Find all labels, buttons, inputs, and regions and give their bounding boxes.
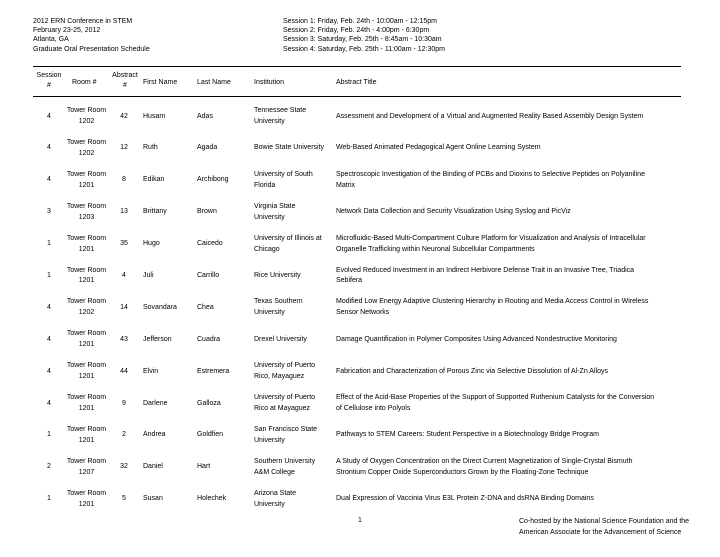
cell-institution-line: Tennessee State [254, 107, 307, 115]
cell-institution-line: A&M College [254, 468, 295, 476]
table-row [0, 133, 720, 165]
cell-institution-line: University of Puerto [254, 394, 316, 402]
cell-institution [254, 133, 333, 165]
session-4-time: Session 4: Saturday, Feb. 25th - 11:00am - 12:30pm [283, 45, 445, 53]
cell-institution [254, 484, 333, 516]
cell-abstract-title-line: Modified Low Energy Adaptive Clustering Hierarchy in Routing and Media Access Control in Wireless [336, 298, 649, 306]
session-1-time: Session 1: Friday, Feb. 24th - 10:00am - 12:15pm [283, 18, 437, 25]
cell-abstract-title-line: Pathways to STEM Careers: Student Perspective in a Biotechnology Bridge Program [336, 431, 600, 439]
cell-abstract-number: 8 [122, 176, 126, 184]
cell-room [58, 420, 115, 452]
column-header-abstract-line2: # [123, 81, 127, 89]
cell-room-line: Tower Room [66, 457, 107, 465]
conference-dates: February 23-25, 2012 [33, 27, 101, 35]
cell-room-line: 1201 [78, 373, 95, 381]
cell-institution-line: Chicago [254, 245, 280, 253]
cell-last-name: Goldfien [197, 431, 224, 439]
cell-room [58, 484, 115, 516]
cell-institution-line: University [254, 436, 285, 444]
cell-session: 4 [47, 367, 51, 375]
cell-abstract-title-line: Evolved Reduced Investment in an Indirect Herbivore Defense Trait in an Invasive Tree, Triadica [336, 266, 635, 274]
cell-session: 4 [47, 112, 51, 120]
cell-institution-line: University [254, 500, 285, 508]
page-number: 1 [358, 517, 362, 524]
header-rule-top [33, 66, 681, 67]
cell-institution-line: University [254, 117, 285, 125]
cell-last-name: Hart [197, 463, 211, 471]
table-row [0, 260, 720, 292]
cell-session: 1 [47, 495, 51, 503]
column-header-abstract-line1: Abstract [112, 72, 138, 79]
cell-abstract-number: 14 [120, 303, 128, 311]
cell-first-name: Edikan [143, 176, 165, 184]
table-row [0, 484, 720, 516]
table-row [0, 324, 720, 356]
cell-room [58, 388, 115, 420]
cohost-note [519, 517, 689, 538]
cell-institution [254, 292, 333, 324]
cell-abstract-title [336, 101, 686, 133]
cell-room-line: 1201 [78, 404, 95, 412]
cell-institution [254, 420, 333, 452]
cell-abstract-number: 35 [120, 240, 128, 248]
cell-abstract-number: 44 [120, 367, 128, 375]
cell-abstract-title [336, 420, 686, 452]
cell-abstract-title [336, 133, 686, 165]
cell-room [58, 356, 115, 388]
cell-institution-line: University [254, 309, 285, 317]
cell-abstract-title-line: of Cellulose into Polyols [336, 404, 411, 412]
cell-room-line: 1201 [78, 181, 95, 189]
cell-abstract-title-line: Network Data Collection and Security Visualization Using Syslog and PicViz [336, 208, 571, 216]
schedule-table [0, 101, 720, 516]
cell-institution-line: Drexel University [254, 335, 307, 343]
cell-first-name: Juli [143, 272, 154, 279]
cell-room [58, 165, 115, 197]
cell-first-name: Husam [143, 112, 166, 120]
cell-abstract-number: 13 [120, 208, 128, 216]
cell-institution-line: Arizona State [254, 489, 297, 497]
cell-institution-line: Rico at Mayaguez [254, 404, 311, 412]
cell-session: 1 [47, 431, 51, 439]
cell-last-name: Brown [197, 208, 217, 216]
conference-info [33, 17, 150, 54]
cell-abstract-title-line: Strontium Copper Oxide Superconductors Grown by the Floating-Zone Technique [336, 468, 589, 476]
cell-abstract-number: 32 [120, 463, 128, 471]
cell-room [58, 133, 115, 165]
cell-institution-line: San Francisco State [254, 426, 318, 434]
column-header-room: Room # [72, 79, 97, 86]
cell-last-name: Adas [197, 112, 213, 120]
cell-room-line: Tower Room [66, 489, 107, 497]
cell-room-line: Tower Room [66, 139, 107, 147]
cell-last-name: Chea [197, 303, 214, 311]
cohost-note-line1: Co-hosted by the National Science Foundation and the [519, 518, 690, 525]
cell-last-name: Estremera [197, 367, 230, 375]
table-row [0, 101, 720, 133]
cell-abstract-title [336, 229, 686, 261]
cell-room-line: Tower Room [66, 107, 107, 115]
column-header-abstract [106, 71, 144, 90]
cell-last-name: Holechek [197, 495, 227, 503]
cell-abstract-title-line: Sensor Networks [336, 309, 390, 317]
cell-last-name: Caicedo [197, 240, 223, 248]
conference-location: Atlanta, GA [33, 36, 69, 44]
cell-room-line: Tower Room [66, 330, 107, 338]
cell-abstract-title-line: Matrix [336, 181, 356, 189]
cell-institution-line: Bowie State University [254, 144, 325, 152]
cell-abstract-title-line: Organelle Trafficking within Neuronal Subcellular Compartments [336, 245, 535, 253]
cell-session: 1 [47, 272, 51, 279]
cell-room-line: 1202 [78, 117, 95, 125]
table-row [0, 388, 720, 420]
table-row [0, 452, 720, 484]
column-header-first-name: First Name [143, 79, 178, 86]
cell-abstract-title [336, 356, 686, 388]
cell-room [58, 197, 115, 229]
session-2-time: Session 2: Friday, Feb. 24th - 4:00pm - 6:30pm [283, 27, 430, 35]
cell-abstract-title [336, 165, 686, 197]
cell-institution-line: Rice University [254, 272, 301, 279]
cell-abstract-title [336, 388, 686, 420]
cell-room-line: 1201 [78, 500, 95, 508]
cell-first-name: Elvin [143, 367, 159, 375]
cell-session: 2 [47, 463, 51, 471]
cell-room-line: 1207 [78, 468, 95, 476]
cell-first-name: Andrea [143, 431, 166, 439]
cell-institution-line: University [254, 213, 285, 221]
cell-abstract-title [336, 324, 686, 356]
table-row [0, 420, 720, 452]
cell-abstract-title-line: Effect of the Acid-Base Properties of the Support of Supported Ruthenium Catalysts for the Conversion [336, 394, 655, 402]
cell-institution [254, 324, 333, 356]
session-times [283, 17, 445, 54]
schedule-title: Graduate Oral Presentation Schedule [33, 45, 150, 53]
column-header-abstract-title: Abstract Title [336, 79, 377, 86]
cell-first-name: Sovandara [143, 303, 177, 311]
cell-abstract-title-line: Dual Expression of Vaccinia Virus E3L Protein Z-DNA and dsRNA Binding Domains [336, 495, 594, 503]
cell-institution [254, 356, 333, 388]
cell-session: 4 [47, 303, 51, 311]
cell-room-line: 1201 [78, 436, 95, 444]
cell-room [58, 260, 115, 292]
cell-first-name: Brittany [143, 208, 167, 216]
cell-abstract-number: 12 [120, 144, 128, 152]
cell-last-name: Carrillo [197, 272, 220, 279]
cell-institution [254, 260, 333, 292]
cell-first-name: Daniel [143, 463, 163, 471]
cell-institution [254, 101, 333, 133]
cell-institution-line: Texas Southern [254, 298, 303, 306]
cell-abstract-title-line: Web-Based Animated Pedagogical Agent Online Learning System [336, 144, 541, 152]
cohost-note-line2: American Associate for the Advancement of Science [519, 528, 682, 536]
table-row [0, 356, 720, 388]
table-row [0, 165, 720, 197]
cell-abstract-number: 4 [122, 272, 126, 279]
cell-room-line: 1201 [78, 245, 95, 253]
column-header-last-name: Last Name [197, 79, 231, 86]
cell-room-line: 1203 [78, 213, 95, 221]
cell-institution-line: Virginia State [254, 202, 296, 210]
cell-abstract-number: 9 [122, 399, 126, 407]
cell-abstract-number: 5 [122, 495, 126, 503]
cell-room-line: Tower Room [66, 362, 107, 370]
cell-room [58, 229, 115, 261]
cell-room-line: 1202 [78, 309, 95, 317]
cell-session: 4 [47, 144, 51, 152]
cell-room-line: 1201 [78, 277, 95, 285]
cell-abstract-title-line: Fabrication and Characterization of Porous Zinc via Selective Dissolution of Al-Zn Alloys [336, 367, 608, 375]
cell-abstract-title [336, 197, 686, 229]
cell-first-name: Hugo [143, 240, 160, 248]
cell-room-line: Tower Room [66, 426, 107, 434]
cell-institution-line: University of Illinois at [254, 234, 322, 242]
cell-institution-line: Rico, Mayaguez [254, 373, 305, 381]
cell-abstract-title [336, 260, 686, 292]
cell-session: 3 [47, 208, 51, 216]
cell-last-name: Galloza [197, 399, 221, 407]
cell-institution [254, 197, 333, 229]
cell-session: 4 [47, 399, 51, 407]
cell-last-name: Cuadra [197, 335, 220, 343]
cell-room [58, 101, 115, 133]
cell-institution-line: University of Puerto [254, 362, 316, 370]
column-header-session-line2: # [47, 81, 51, 89]
cell-first-name: Jefferson [143, 335, 172, 343]
cell-institution [254, 388, 333, 420]
cell-room-line: Tower Room [66, 202, 107, 210]
column-header-session [33, 71, 65, 90]
cell-room-line: Tower Room [66, 394, 107, 402]
cell-session: 4 [47, 176, 51, 184]
table-row [0, 229, 720, 261]
cell-room-line: 1201 [78, 341, 95, 349]
cell-abstract-number: 2 [122, 431, 126, 439]
cell-abstract-number: 43 [120, 335, 128, 343]
cell-institution [254, 452, 333, 484]
cell-room-line: Tower Room [66, 298, 107, 306]
cell-institution [254, 229, 333, 261]
header-rule-bottom [33, 96, 681, 97]
cell-abstract-title [336, 484, 686, 516]
table-row [0, 292, 720, 324]
cell-abstract-title-line: Damage Quantification in Polymer Composites Using Advanced Nondestructive Monitoring [336, 335, 617, 343]
cell-room [58, 292, 115, 324]
cell-room-line: Tower Room [66, 266, 107, 274]
cell-last-name: Archibong [197, 176, 229, 184]
cell-room [58, 324, 115, 356]
cell-abstract-title-line: A Study of Oxygen Concentration on the Direct Current Magnetization of Single-Crystal Bismuth [336, 457, 633, 465]
cell-abstract-title [336, 452, 686, 484]
column-header-session-line1: Session [36, 72, 62, 79]
cell-abstract-title-line: Microfluidic-Based Multi-Compartment Culture Platform for Visualization and Analysis of Intracellular [336, 234, 646, 242]
cell-first-name: Darlene [143, 399, 168, 407]
cell-abstract-title-line: Spectroscopic Investigation of the Binding of PCBs and Dioxins to Selective Peptides on Polyaniline [336, 170, 645, 178]
cell-session: 4 [47, 335, 51, 343]
cell-abstract-title-line: Assessment and Development of a Virtual and Augmented Reality Based Assembly Design System [336, 112, 644, 120]
conference-name: 2012 ERN Conference in STEM [33, 18, 133, 25]
cell-room-line: 1202 [78, 149, 95, 157]
cell-last-name: Agada [197, 144, 218, 152]
table-row [0, 197, 720, 229]
cell-first-name: Susan [143, 495, 163, 503]
cell-session: 1 [47, 240, 51, 248]
cell-abstract-title [336, 292, 686, 324]
cell-room-line: Tower Room [66, 234, 107, 242]
cell-first-name: Ruth [143, 144, 158, 152]
cell-room-line: Tower Room [66, 170, 107, 178]
cell-abstract-title-line: Sebifera [336, 277, 363, 285]
cell-abstract-number: 42 [120, 112, 128, 120]
cell-institution [254, 165, 333, 197]
cell-institution-line: Southern University [254, 457, 316, 465]
column-header-institution: Institution [254, 79, 284, 86]
cell-institution-line: University of South [254, 170, 313, 178]
session-3-time: Session 3: Saturday, Feb. 25th - 8:45am - 10:30am [283, 36, 442, 44]
cell-room [58, 452, 115, 484]
cell-institution-line: Florida [254, 181, 276, 189]
